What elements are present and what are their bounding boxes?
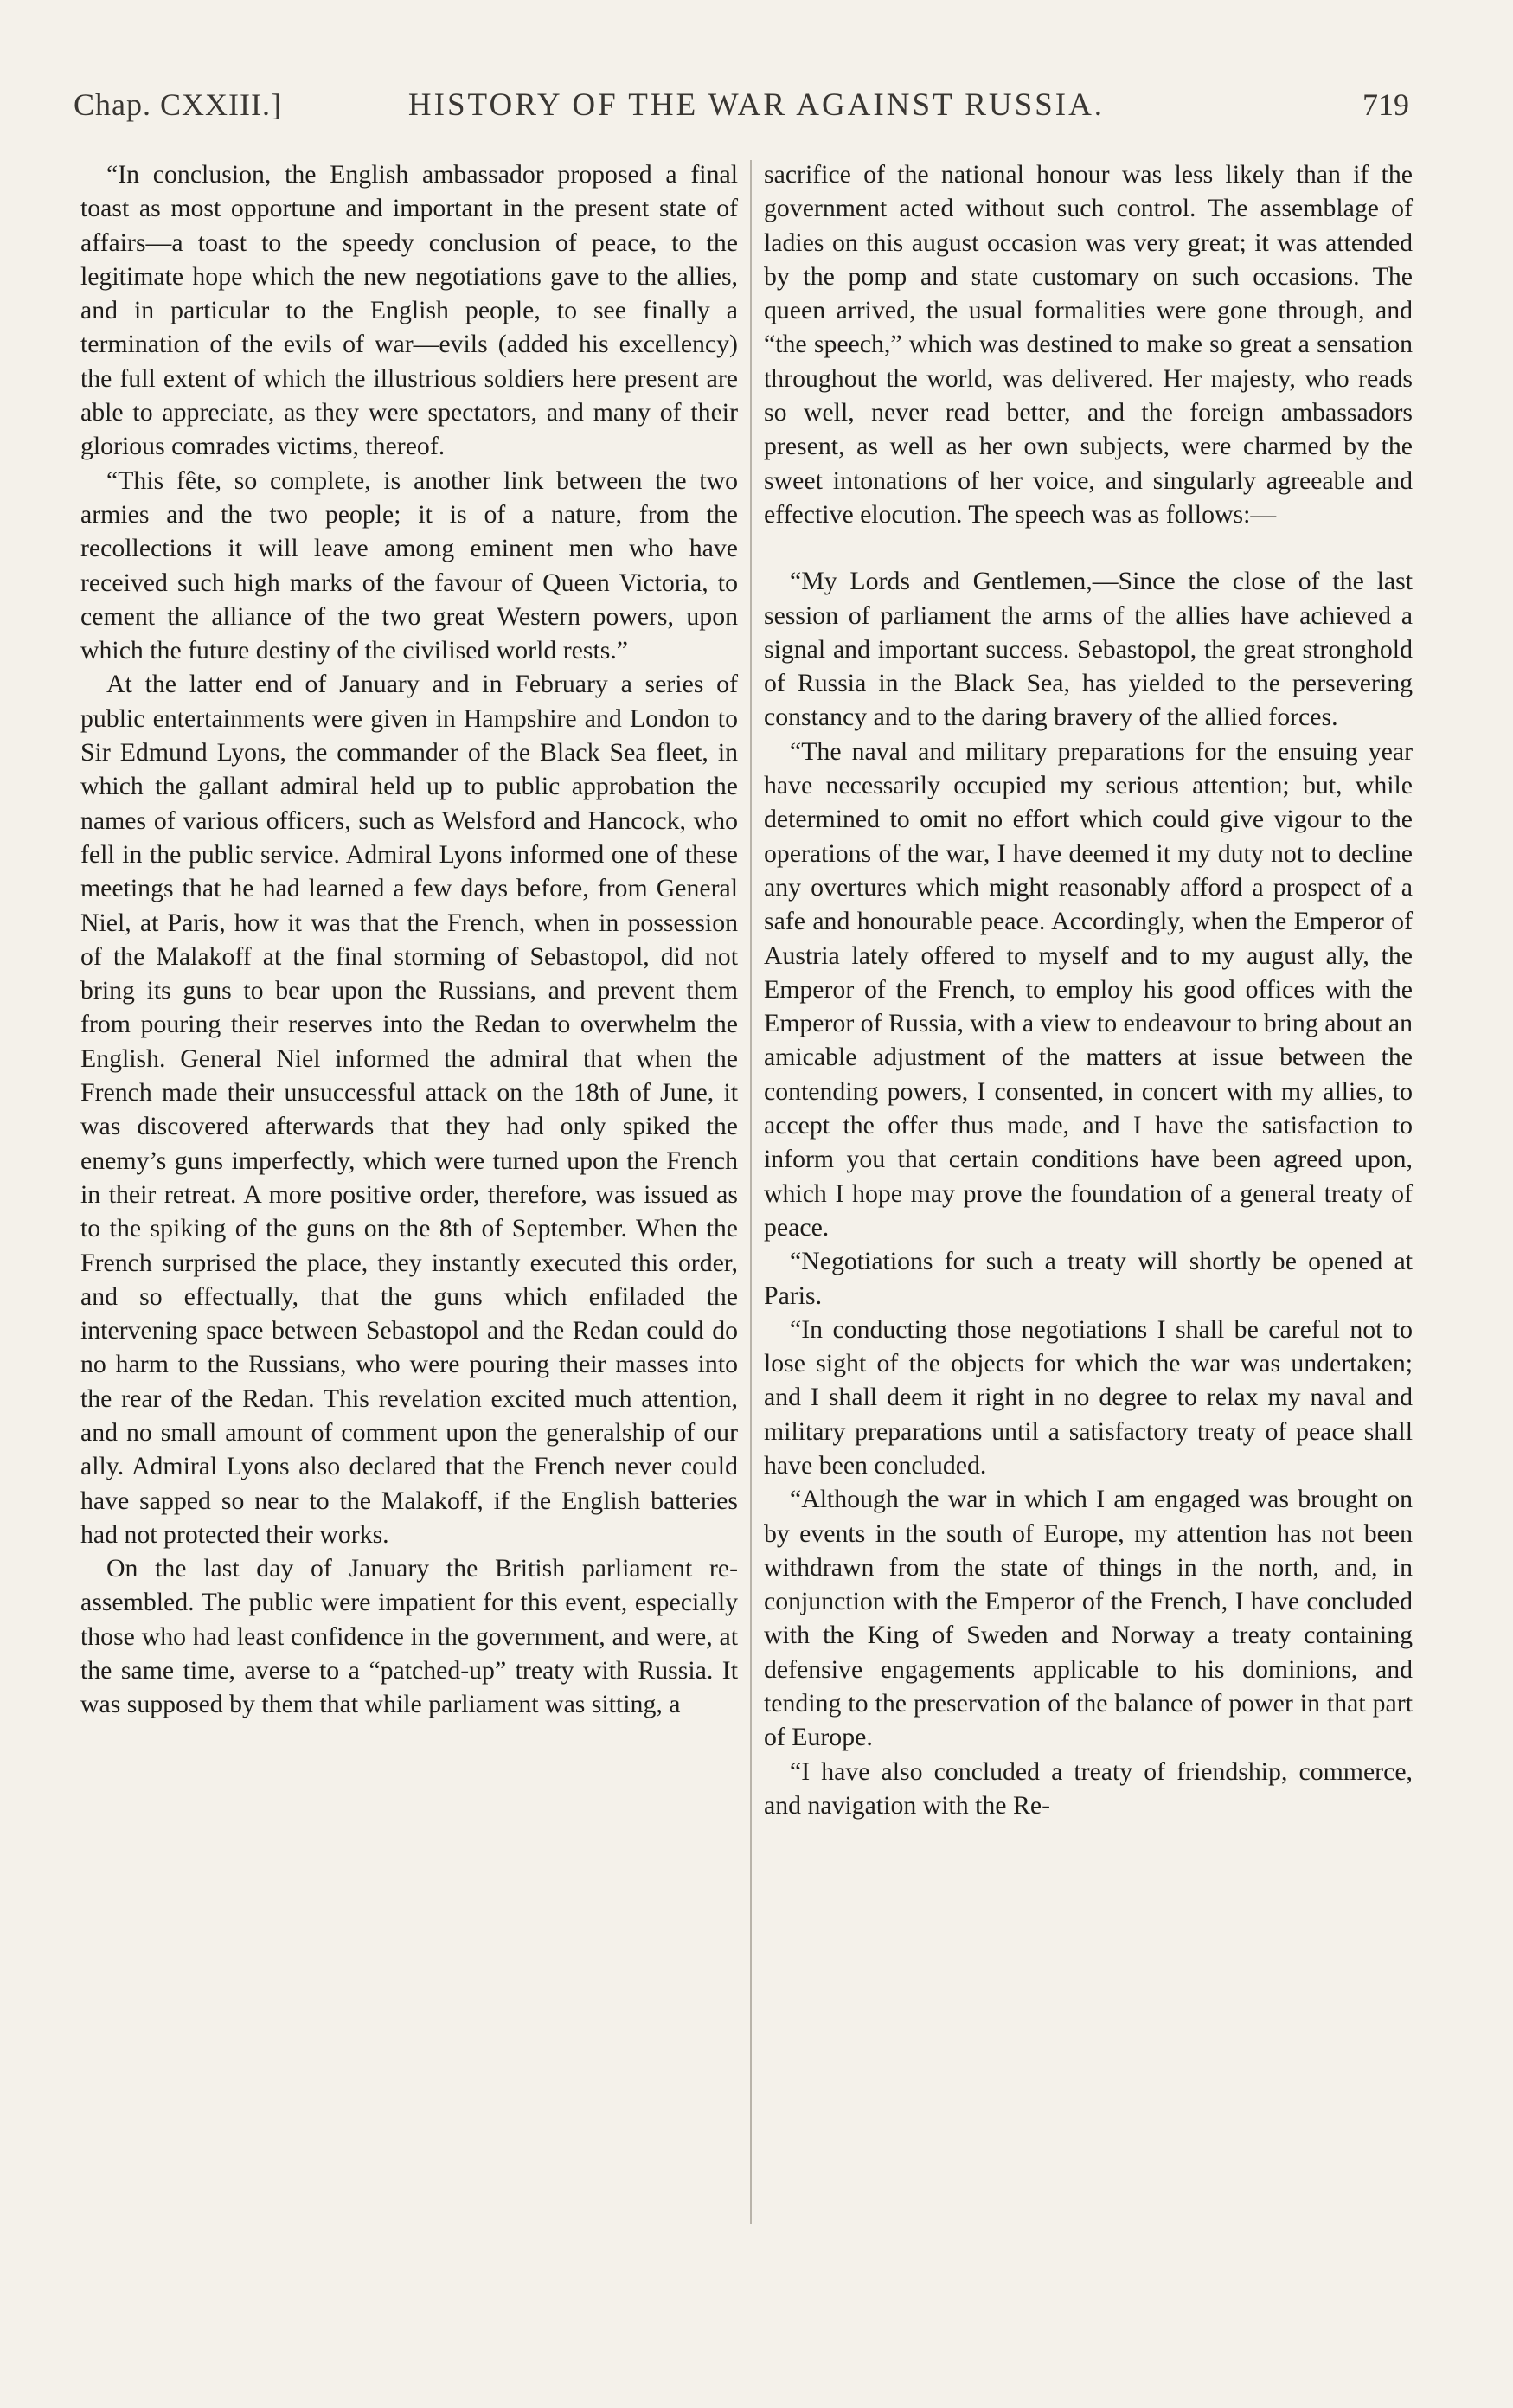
paragraph: sacrifice of the national honour was less likely than if the government acted without such control. The assemblage of ladies on this august occasion was very great; it was attended by the pomp and state customary on such occasions. The queen arrived, the usual formalities were gone through, and “the speech,” which was destined to make so great a sensation throughout the world, was delivered. Her majesty, who reads so well, never read better, and the foreign ambassadors present, as well as her own subjects, were charmed by the sweet intonations of her voice, and singularly agreeable and effective elocution. The speech was as follows:— xyxy=(764,160,1413,529)
column-divider xyxy=(750,160,752,2224)
speech-paragraph: “Although the war in which I am engaged was brought on by events in the south of Europe, my attention has not been withdrawn from the state of things in the north, and, in conjunction with the Emperor of the French, I have concluded with the King of Sweden and Norway a treaty containing defensive engagements applicable to his dominions, and tending to the preservation of the balance of power in that part of Europe. xyxy=(764,1485,1413,1752)
chapter-label: Chap. CXXIII.] xyxy=(74,87,282,122)
paragraph: “In conclusion, the English ambassador proposed a final toast as most opportune and important in the present state of affairs—a toast to the speedy conclusion of peace, to the legitimate hope which the new negotiations gave to the allies, and in particular to the English people, to see finally a termination of the evils of war—evils (added his excellency) the full extent of which the illustrious soldiers here present are able to appreciate, as they were spectators, and many of their glorious comrades victims, thereof. xyxy=(80,160,738,461)
speech-paragraph: “Negotiations for such a treaty will shortly be opened at Paris. xyxy=(764,1247,1413,1310)
running-header xyxy=(0,0,1513,156)
page-number: 719 xyxy=(1362,87,1409,122)
speech-paragraph: “The naval and military preparations for the ensuing year have necessarily occupied my serious attention; but, while determined to omit no effort which could give vigour to the operations of the war, I have deemed it my duty not to decline any overtures which might reasonably afford a prospect of a safe and honourable peace. Accordingly, when the Emperor of Austria lately offered to myself and to my august ally, the Emperor of the French, to employ his good offices with the Emperor of Russia, with a view to endeavour to bring about an amicable adjustment of the matters at issue between the contending powers, I consented, in concert with my allies, to accept the offer thus made, and I have the satisfaction to inform you that certain conditions have been agreed upon, which I hope may prove the foundation of a general treaty of peace. xyxy=(764,736,1413,1242)
left-column xyxy=(80,157,738,1722)
right-column xyxy=(764,157,1413,1822)
paragraph: On the last day of January the British parliament re-assembled. The public were impatient for this event, especially those who had least confidence in the government, and were, at the same time, averse to a “patched-up” treaty with Russia. It was supposed by them that while parliament was sitting, a xyxy=(80,1554,738,1719)
paragraph: At the latter end of January and in February a series of public entertainments were given in Hampshire and London to Sir Edmund Lyons, the commander of the Black Sea fleet, in which the gallant admiral held up to public approbation the names of various officers, such as Welsford and Hancock, who fell in the public service. Admiral Lyons informed one of these meetings that he had learned a few days before, from General Niel, at Paris, how it was that the French, when in possession of the Malakoff at the final storming of Sebastopol, did not bring its guns to bear upon the Russians, and prevent them from pouring their reserves into the Redan to overwhelm the English. General Niel informed the admiral that when the French made their unsuccessful attack on the 18th of June, it was discovered afterwards that they had only spiked the enemy’s guns imperfectly, which were turned upon the French in their retreat. A more positive order, therefore, was issued as to the spiking of the guns on the 8th of September. When the French surprised the place, they instantly executed this order, and so effectually, that the guns which enfiladed the intervening space between Sebastopol and the Redan could do no harm to the Russians, who were pouring their masses into the rear of the Redan. This revelation excited much attention, and no small amount of comment upon the generalship of our ally. Admiral Lyons also declared that the French never could have sapped so near to the Malakoff, if the English batteries had not protected their works. xyxy=(80,670,738,1549)
paragraph: “This fête, so complete, is another link between the two armies and the two people; it is of a nature, from the recollections it will leave among eminent men who have received such high marks of the favour of Queen Victoria, to cement the alliance of the two great Western powers, upon which the future destiny of the civilised world rests.” xyxy=(80,466,738,665)
speech-paragraph: “My Lords and Gentlemen,—Since the close of the last session of parliament the arms of the allies have achieved a signal and important success. Sebastopol, the great stronghold of Russia in the Black Sea, has yielded to the persevering constancy and to the daring bravery of the allied forces. xyxy=(764,567,1413,732)
speech-paragraph: “I have also concluded a treaty of friendship, commerce, and navigation with the Re- xyxy=(764,1756,1413,1820)
speech-paragraph: “In conducting those negotiations I shall be careful not to lose sight of the objects for which the war was undertaken; and I shall deem it right in no degree to relax my naval and military preparations until a satisfactory treaty of peace shall have been concluded. xyxy=(764,1314,1413,1480)
running-title: HISTORY OF THE WAR AGAINST RUSSIA. xyxy=(407,87,1106,123)
